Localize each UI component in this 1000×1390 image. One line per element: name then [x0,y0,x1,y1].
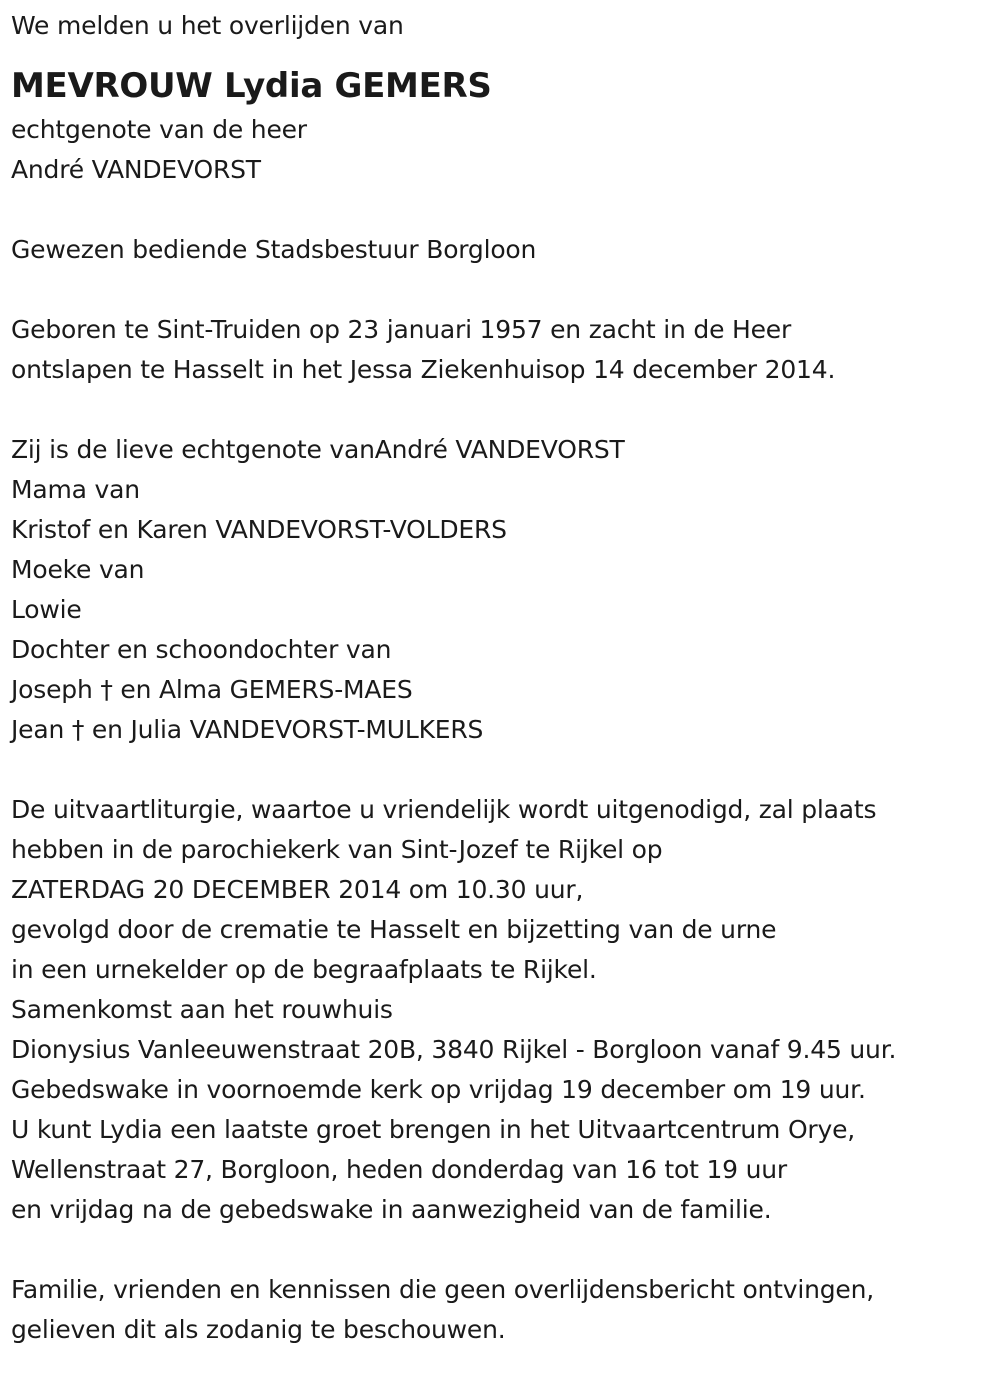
spacer [11,750,991,790]
closing-line: gelieven dit als zodanig te beschouwen. [11,1315,506,1344]
death-notice [11,6,991,1350]
funeral-line: gevolgd door de crematie te Hasselt en bijzetting van de urne [11,915,777,944]
funeral-line: Samenkomst aan het rouwhuis [11,995,393,1024]
family-line: Kristof en Karen VANDEVORST-VOLDERS [11,515,507,544]
family-line: Mama van [11,475,140,504]
family-line: Dochter en schoondochter van [11,635,392,664]
closing-line: Familie, vrienden en kennissen die geen overlijdensbericht ontvingen, [11,1275,875,1304]
spacer [11,270,991,310]
spacer [11,390,991,430]
birth-death-line: Geboren te Sint-Truiden op 23 januari 1957 en zacht in de Heer [11,315,792,344]
funeral-line: in een urnekelder op de begraafplaats te Rijkel. [11,955,597,984]
intro-text: We melden u het overlijden van [11,11,404,40]
deceased-name: MEVROUW Lydia GEMERS [11,66,492,106]
family-line: Jean † en Julia VANDEVORST-MULKERS [11,715,484,744]
funeral-line: ZATERDAG 20 DECEMBER 2014 om 10.30 uur, [11,875,584,904]
funeral-line: Gebedswake in voornoemde kerk op vrijdag 19 december om 19 uur. [11,1075,866,1104]
funeral-line: hebben in de parochiekerk van Sint-Jozef te Rijkel op [11,835,663,864]
birth-death-line: ontslapen te Hasselt in het Jessa Ziekenhuisop 14 december 2014. [11,355,836,384]
family-line: Joseph † en Alma GEMERS-MAES [11,675,413,704]
funeral-block [11,790,991,1230]
spouse-line: echtgenote van de heer [11,115,307,144]
spacer [11,190,991,230]
occupation-text: Gewezen bediende Stadsbestuur Borgloon [11,235,537,264]
spouse-block [11,110,991,190]
family-line: Moeke van [11,555,145,584]
family-line: Zij is de lieve echtgenote vanAndré VANDEVORST [11,435,625,464]
funeral-line: Wellenstraat 27, Borgloon, heden donderdag van 16 tot 19 uur [11,1155,787,1184]
family-line: Lowie [11,595,82,624]
closing-block [11,1270,991,1350]
funeral-line: De uitvaartliturgie, waartoe u vriendelijk wordt uitgenodigd, zal plaats [11,795,877,824]
family-block [11,430,991,750]
funeral-line: Dionysius Vanleeuwenstraat 20B, 3840 Rijkel - Borgloon vanaf 9.45 uur. [11,1035,897,1064]
birth-death-block [11,310,991,390]
funeral-line: en vrijdag na de gebedswake in aanwezigheid van de familie. [11,1195,772,1224]
spacer [11,1230,991,1270]
funeral-line: U kunt Lydia een laatste groet brengen in het Uitvaartcentrum Orye, [11,1115,856,1144]
spouse-line: André VANDEVORST [11,155,261,184]
